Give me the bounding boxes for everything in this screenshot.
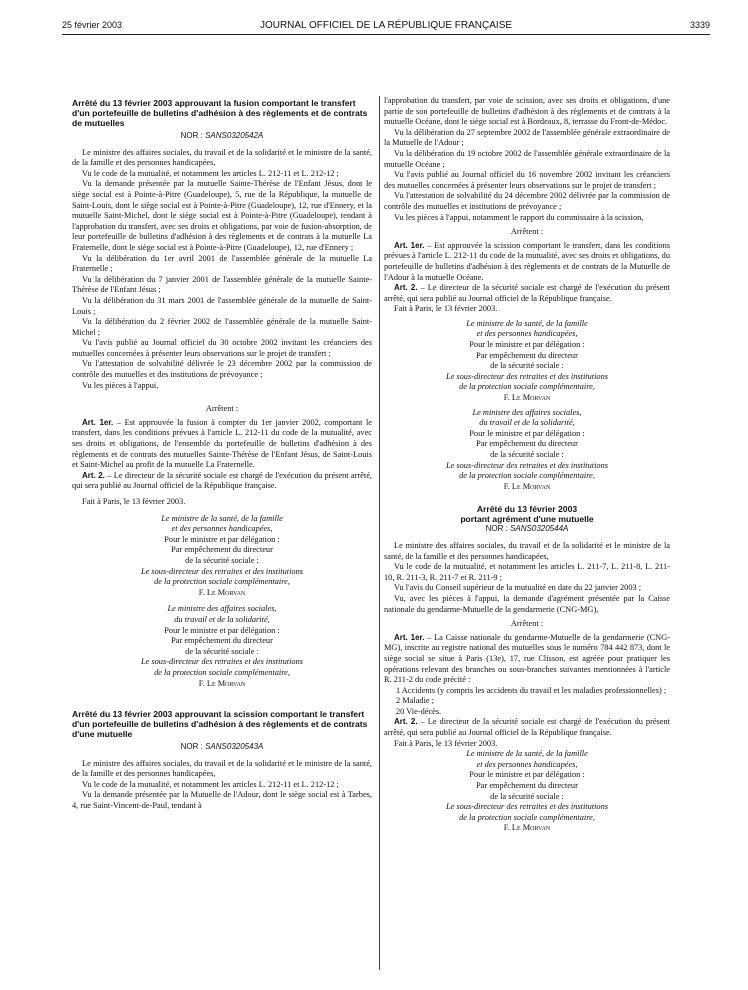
journal-title: JOURNAL OFFICIEL DE LA RÉPUBLIQUE FRANÇAISE: [259, 20, 513, 31]
signature-line: de la sécurité sociale :: [185, 555, 259, 565]
page-number: 3339: [689, 20, 710, 30]
paragraph: Vu le code de la mutualité, et notamment les articles L. 212-11 et L. 212-12 ;: [82, 168, 339, 178]
done-at: Fait à Paris, le 13 février 2003.: [394, 738, 498, 748]
signature-line: de la sécurité sociale :: [490, 361, 564, 371]
signature-line: et des personnes handicapées,: [476, 759, 578, 769]
paragraph: Vu la délibération du 2 février 2002 de l'assemblée générale de la mutuelle Saint-Michel ;: [72, 317, 372, 337]
left-column: [72, 92, 372, 812]
paragraph: Vu la délibération du 19 octobre 2002 de l'assemblée générale extraordinaire de la mutuelle Océane ;: [384, 148, 670, 169]
signature-line: Par empêchement du directeur: [171, 545, 273, 555]
signature-line: du travail et de la solidarité,: [174, 614, 270, 624]
signature-line: Pour le ministre et par délégation :: [469, 340, 585, 350]
paragraph: Vu les pièces à l'appui, notamment le rapport du commissaire à la scission,: [394, 212, 644, 222]
paragraph: Le ministre des affaires sociales, du travail et de la solidarité et le ministre de la santé, de la famille et des personnes handicapées,: [72, 147, 372, 168]
paragraph: Le ministre des affaires sociales, du travail et de la solidarité et le ministre de la santé, de la famille et des personnes handicapées,: [72, 758, 372, 779]
arretent-heading: Arrêtent :: [510, 619, 544, 629]
signature-line: Pour le ministre et par délégation :: [164, 534, 280, 544]
article-1: Art. 1er. – Est approuvée la scission comportant le transfert, dans les conditions prévues à l'article L. 212-11 du code de la mutualité, avec ses droits et obligations, du portefeuille de bulletins d'adhésion à des règlements et de contrats de la Mutuelle de l'Adour à la mutuelle Océane.: [384, 240, 670, 282]
signature-line: de la sécurité sociale :: [490, 791, 564, 801]
signature-line: Pour le ministre et par délégation :: [469, 428, 585, 438]
paragraph: Vu le code de la mutualité, et notamment les articles L. 211-7, L. 211-8, L. 211-10, R. 211-3, R. 211-7 et R. 211-9 ;: [384, 562, 670, 582]
signature-line: Le sous-directeur des retraites et des institutions: [445, 371, 609, 381]
signature-line: de la sécurité sociale :: [185, 646, 259, 656]
signature-line: Le ministre de la santé, de la famille: [466, 749, 588, 759]
right-column: [384, 96, 670, 834]
signature-line: Le sous-directeur des retraites et des institutions: [140, 657, 304, 667]
decree-2-title: Arrêté du 13 février 2003 approuvant la scission comportant le transfert d'un portefeuille de bulletins d'adhésion à des règlements et de contrats d'une mutuelle: [72, 709, 368, 740]
header-rule: [62, 34, 710, 35]
signature-line: de la protection sociale complémentaire,: [459, 471, 595, 481]
paragraph: Vu, avec les pièces à l'appui, la demande d'agrément présentée par la Caisse nationale du gendarme-Mutuelle de la gendarmerie (CNG-MG),: [384, 593, 670, 614]
signatory-name: F. Le Morvan: [198, 587, 246, 597]
header-date: 25 février 2003: [62, 20, 123, 30]
decree-3-nor: NOR : SANS0320544A: [485, 524, 569, 534]
list-item: 1 Accidents (y compris les accidents du travail et les maladies professionnelles) ;: [396, 685, 667, 695]
arretent-heading: Arrêtent :: [510, 227, 544, 237]
list-item: 2 Maladie ;: [396, 696, 434, 706]
signature-line: Le ministre des affaires sociales,: [472, 407, 582, 417]
article-2: Art. 2. – Le directeur de la sécurité sociale est chargé de l'exécution du présent arrêté, qui sera publié au Journal officiel de la République française.: [384, 717, 670, 738]
signature-line: et des personnes handicapées,: [476, 329, 578, 339]
signatory-name: F. Le Morvan: [503, 823, 551, 833]
article-2: Art. 2. – Le directeur de la sécurité sociale est chargé de l'exécution du présent arrêté, qui sera publié au Journal officiel de la République française.: [72, 470, 372, 491]
paragraph: Vu la demande présentée par la Mutuelle de l'Adour, dont le siège social est à Tarbes, 4, rue Saint-Vincent-de-Paul, tendant à: [72, 790, 372, 811]
paragraph: Vu l'avis publié au Journal officiel du 30 octobre 2002 invitant les créanciers des mutuelles concernées à présenter leurs observations sur le projet de transfert ;: [72, 338, 372, 358]
paragraph: Vu le code de la mutualité, et notamment les articles L. 212-11 et L. 212-12 ;: [82, 779, 339, 789]
paragraph: Vu l'avis publié au Journal officiel du 16 novembre 2002 invitant les créanciers des mutuelles concernées à présenter leurs observations sur le projet de transfert ;: [384, 170, 670, 190]
signature-line: du travail et de la solidarité,: [479, 418, 575, 428]
signature-line: Par empêchement du directeur: [476, 439, 578, 449]
arretent-heading: Arrêtent :: [205, 404, 239, 414]
signature-line: Le sous-directeur des retraites et des institutions: [140, 566, 304, 576]
decree-3-title-line-1: Arrêté du 13 février 2003: [476, 504, 578, 515]
paragraph: Vu la délibération du 7 janvier 2001 de l'assemblée générale de la mutuelle Sainte-Thérèse de l'Enfant Jésus ;: [72, 274, 372, 295]
signature-line: Le ministre des affaires sociales,: [167, 604, 277, 614]
done-at: Fait à Paris, le 13 février 2003.: [82, 497, 186, 506]
signature-line: Le sous-directeur des retraites et des institutions: [445, 460, 609, 470]
decree-3-title-line-2: portant agrément d'une mutuelle: [460, 514, 594, 525]
done-at: Fait à Paris, le 13 février 2003.: [394, 304, 498, 314]
signature-line: Par empêchement du directeur: [476, 350, 578, 360]
paragraph: l'approbation du transfert, par voie de scission, avec ses droits et obligations, d'une partie de son portefeuille de bulletins d'adhésion à des règlements et de contrats à la mutuelle Océane, dont le siège social est à Bordeaux, 8, terrasse du Front-de-Médoc.: [384, 96, 670, 127]
signatory-name: F. Le Morvan: [503, 393, 551, 403]
signatory-name: F. Le Morvan: [503, 481, 551, 491]
signature-line: de la protection sociale complémentaire,: [154, 667, 290, 677]
signature-line: Pour le ministre et par délégation :: [164, 625, 280, 635]
signature-line: de la protection sociale complémentaire,: [459, 812, 595, 822]
paragraph: Vu la demande présentée par la mutuelle Sainte-Thérèse de l'Enfant Jésus, dont le siège social est à Pointe-à-Pitre (Guadeloupe), 5, rue de la République, la mutuelle de Saint-Louis, dont le siège social est à Pointe-à-Pitre (Guadeloupe), 12, rue d'Ennery, et la mutuelle Saint-Michel, dont le siège social est à Pointe-à-Pitre (Guadeloupe), tendant à l'approbation du transfert, avec ses droits et obligations, par voie de fusion-absorption, de leur portefeuille de bulletins d'adhésion à des règlements et de contrats à la mutuelle La Fraternelle, dont le siège social est à Pointe-à-Pitre (Guadeloupe), 12, rue d'Ennery ;: [72, 179, 372, 252]
decree-1-nor: NOR : SANS0320542A: [180, 131, 264, 140]
paragraph: Vu la délibération du 1er avril 2001 de l'assemblée générale de la mutuelle La Fraternelle ;: [72, 253, 372, 274]
signature-line: Par empêchement du directeur: [171, 636, 273, 646]
signature-line: Par empêchement du directeur: [476, 781, 578, 791]
signature-line: Le sous-directeur des retraites et des institutions: [445, 802, 609, 812]
decree-2-nor: NOR : SANS0320543A: [180, 742, 264, 752]
signature-line: Le ministre de la santé, de la famille: [161, 513, 283, 523]
paragraph: Vu l'attestation de solvabilité délivrée le 23 décembre 2002 par la commission de contrôle des mutuelles et des institutions de prévoyance ;: [72, 359, 372, 380]
signature-line: de la protection sociale complémentaire,: [459, 382, 595, 392]
signature-line: et des personnes handicapées,: [171, 524, 273, 534]
paragraph: Vu l'avis du Conseil supérieur de la mutualité en date du 22 janvier 2003 ;: [394, 583, 642, 593]
article-1: Art. 1er. – La Caisse nationale du gendarme-Mutuelle de la gendarmerie (CNG-MG), inscrite au registre national des mutuelles sous le numéro 784 442 873, dont le siège social se situe à Paris (13e), 17, rue Clisson, est agréée pour pratiquer les opérations relevant des branches ou sous-branches suivantes mentionnées à l'article R. 211-2 du code précité :: [384, 632, 671, 685]
paragraph: Le ministre des affaires sociales, du travail et de la solidarité et le ministre de la santé, de la famille et des personnes handicapées,: [384, 540, 670, 561]
column-divider: [379, 96, 380, 970]
paragraph: Vu la délibération du 31 mars 2001 de l'assemblée générale de la mutuelle de Saint-Louis ;: [72, 295, 372, 316]
paragraph: Vu la délibération du 27 septembre 2002 de l'assemblée générale extraordinaire de la Mutuelle de l'Adour ;: [384, 127, 670, 148]
article-1: Art. 1er. – Est approuvée la fusion à compter du 1er janvier 2002, comportant le transfert, dans les conditions prévues à l'article L. 212-11 du code de la mutualité, avec ses droits et obligations, de l'ensemble du portefeuille de bulletins d'adhésion à des règlements et de contrats des mutuelles Sainte-Thérèse de l'Enfant Jésus, de Saint-Louis et Saint-Michel au profit de la mutuelle La Fraternelle.: [72, 417, 373, 470]
decree-1-title: Arrêté du 13 février 2003 approuvant la fusion comportant le transfert d'un portefeuille de bulletins d'adhésion à des règlements et de contrats de mutuelles: [72, 98, 368, 128]
paragraph: Vu les pièces à l'appui,: [82, 380, 159, 390]
signature-line: de la sécurité sociale :: [490, 450, 564, 459]
signature-line: de la protection sociale complémentaire,: [154, 577, 290, 587]
article-2: Art. 2. – Le directeur de la sécurité sociale est chargé de l'exécution du présent arrêté, qui sera publié au Journal officiel de la République française.: [384, 283, 670, 303]
paragraph: Vu l'attestation de solvabilité du 24 décembre 2002 délivrée par la commission de contrôle des mutuelles et institutions de prévoyance ;: [384, 191, 670, 211]
signatory-name: F. Le Morvan: [198, 678, 246, 688]
list-item: 20 Vie-décès.: [396, 706, 442, 716]
signature-line: Pour le ministre et par délégation :: [469, 770, 585, 780]
signature-line: Le ministre de la santé, de la famille: [466, 318, 588, 328]
